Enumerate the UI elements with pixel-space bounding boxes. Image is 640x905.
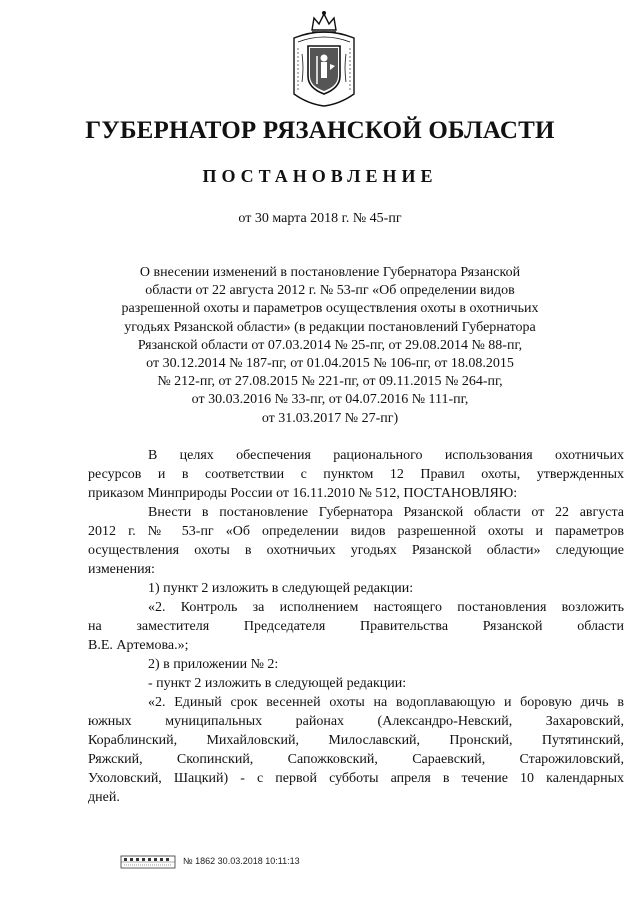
body-line: 2012 г. № 53-пг «Об определении видов разрешенной охоты и параметров	[88, 524, 624, 539]
body-line: на заместителя Председателя Правительства Рязанской области	[88, 619, 624, 634]
body-line: ресурсов и в соответствии с пунктом 12 Правил охоты, утвержденных	[88, 467, 624, 482]
body-line: 1) пункт 2 изложить в следующей редакции:	[148, 581, 414, 596]
subject-line: от 30.12.2014 № 187-пг, от 01.04.2015 № 106-пг, от 18.08.2015	[146, 356, 514, 372]
body-line: изменения:	[88, 562, 155, 577]
body-line: южных муниципальных районах (Александро-Невский, Захаровский,	[88, 714, 624, 729]
body-line: осуществления охоты в охотничьих угодьях Рязанской области» следующие	[88, 543, 624, 558]
body-line: - пункт 2 изложить в следующей редакции:	[148, 676, 407, 691]
subject-line: от 30.03.2016 № 33-пг, от 04.07.2016 № 111-пг,	[191, 392, 469, 408]
subject-line: от 31.03.2017 № 27-пг)	[261, 410, 399, 426]
body-line: В целях обеспечения рационального использования охотничьих	[148, 448, 624, 463]
body-line: дней.	[88, 790, 120, 805]
body-line: «2. Единый срок весенней охоты на водоплавающую и боровую дичь в	[148, 695, 624, 710]
coat-of-arms-icon	[290, 8, 358, 108]
document-type: ПОСТАНОВЛЕНИЕ	[202, 166, 438, 186]
body-line: Ухоловский, Шацкий) - с первой субботы апреля в течение 10 календарных	[88, 771, 624, 786]
body-line: Ряжский, Скопинский, Сапожковский, Сараевский, Старожиловский,	[88, 752, 624, 767]
subject-line: угодьях Рязанской области» (в редакции постановлений Губернатора	[124, 319, 536, 335]
registration-number: № 1862 30.03.2018 10:11:13	[183, 856, 300, 866]
registration-stamp-icon	[120, 852, 176, 872]
document-subject	[100, 264, 560, 428]
body-line: Внести в постановление Губернатора Рязанской области от 22 августа	[148, 505, 624, 520]
body-line: «2. Контроль за исполнением настоящего постановления возложить	[148, 600, 624, 615]
body-line: 2) в приложении № 2:	[148, 657, 279, 672]
document-date-number: от 30 марта 2018 г. № 45-пг	[238, 211, 402, 226]
subject-line: № 212-пг, от 27.08.2015 № 221-пг, от 09.11.2015 № 264-пг,	[157, 374, 503, 390]
subject-line: области от 22 августа 2012 г. № 53-пг «Об определении видов	[145, 283, 515, 299]
authority-title: ГУБЕРНАТОР РЯЗАНСКОЙ ОБЛАСТИ	[85, 117, 555, 144]
subject-line: О внесении изменений в постановление Губернатора Рязанской	[139, 265, 521, 280]
body-line: Кораблинский, Михайловский, Милославский, Пронский, Путятинский,	[88, 733, 624, 748]
body-line: приказом Минприроды России от 16.11.2010 № 512, ПОСТАНОВЛЯЮ:	[88, 486, 518, 501]
subject-line: Рязанской области от 07.03.2014 № 25-пг, от 29.08.2014 № 88-пг,	[137, 337, 523, 353]
subject-line: разрешенной охоты и параметров осуществления охоты в охотничьих	[121, 301, 539, 317]
body-line: В.Е. Артемова.»;	[88, 638, 189, 653]
